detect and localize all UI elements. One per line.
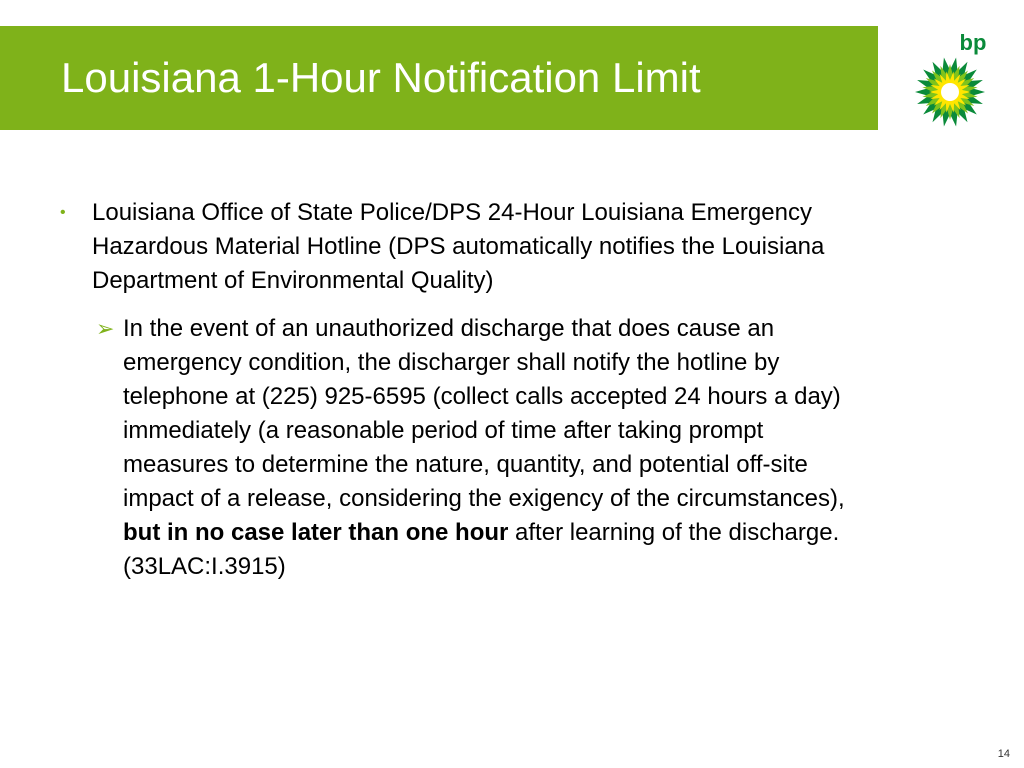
slide-content bbox=[60, 196, 860, 584]
slide-number: 14 bbox=[997, 748, 1010, 760]
bp-logo bbox=[910, 28, 994, 132]
sub-bullet-emphasis: but in no case later than one hour bbox=[123, 519, 509, 546]
bp-wordmark: bp bbox=[959, 30, 987, 55]
bp-helios-icon bbox=[910, 28, 994, 132]
bullet-text: Louisiana Office of State Police/DPS 24-Hour Louisiana Emergency Hazardous Material Hotline (DPS automatically notifies the Louisiana Department of Environmental Quality) bbox=[92, 199, 825, 294]
slide-title: Louisiana 1-Hour Notification Limit bbox=[61, 54, 701, 101]
bullet-item bbox=[60, 196, 860, 298]
sub-bullet-text-end: after learning of the discharge. (33LAC:I.3915) bbox=[123, 519, 840, 580]
bullet-dot-icon: • bbox=[60, 204, 66, 221]
arrow-bullet-icon: ➢ bbox=[96, 316, 115, 341]
sub-bullet-item bbox=[60, 312, 863, 584]
sub-bullet-text: In the event of an unauthorized discharge that does cause an emergency condition, the discharger shall notify the hotline by telephone at (225) 925-6595 (collect calls accepted 24 hours a day) immediately (a reasonable period of time after taking prompt measures to determine the nature, quantity, and potential off-site impact of a release, considering the exigency of the circumstances), bbox=[123, 315, 845, 512]
